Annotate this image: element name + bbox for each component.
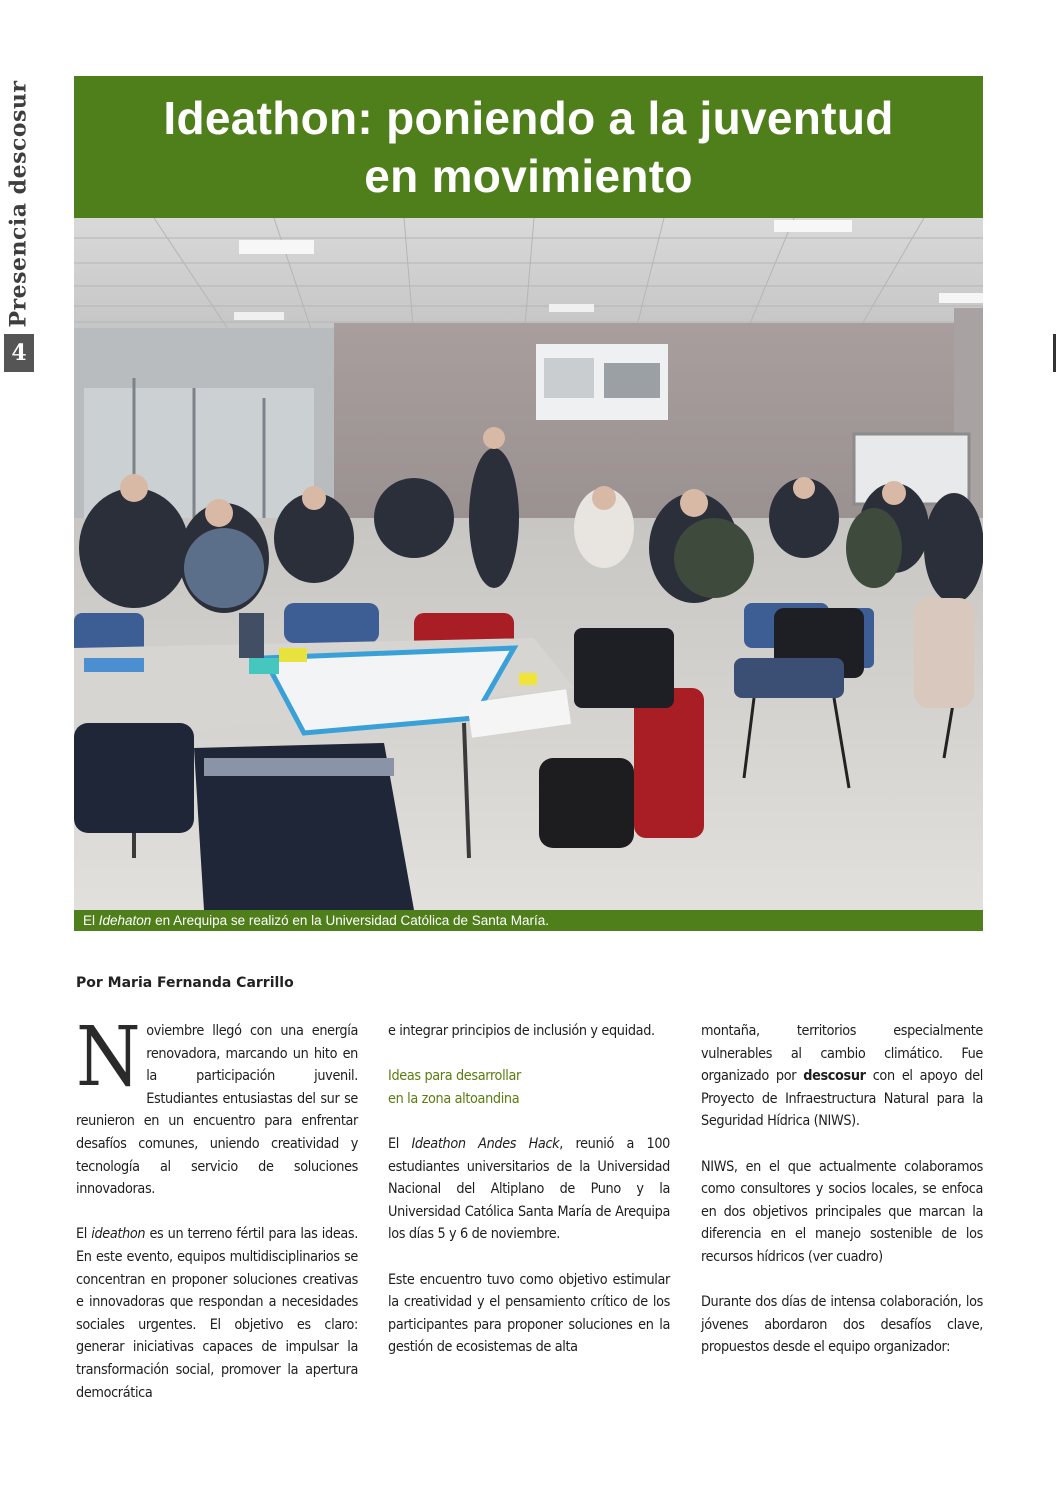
subheading: Ideas para desarrollar en la zona altoandina — [388, 1068, 521, 1107]
column-1 — [76, 1010, 358, 1427]
org-name: descosur — [803, 1068, 866, 1085]
drop-cap: N — [76, 1010, 141, 1105]
title-line-1: Ideathon: poniendo a la juventud — [163, 92, 894, 144]
paragraph: montaña, territorios especialmente vulnerables al cambio climático. Fue organizado por descosur con el apoyo del Proyecto de Infraestructura Natural para la Seguridad Hídrica (NIWS). — [701, 1023, 983, 1130]
paragraph: Durante dos días de intensa colaboración, los jóvenes abordaron dos desafíos clave, propuestos desde el equipo organizador: — [701, 1294, 983, 1356]
column-3 — [701, 1020, 983, 1382]
paragraph: El ideathon es un terreno fértil para las ideas. En este evento, equipos multidisciplinarios se concentran en proponer soluciones creativas e innovadoras que respondan a necesidades sociales urgentes. El objetivo es claro: generar iniciativas capaces de impulsar la transformación social, promover la apertura democrática — [76, 1226, 358, 1401]
paragraph: Noviembre llegó con una energía renovadora, marcando un hito en la participación juvenil. Estudiantes entusiastas del sur se reunieron en un encuentro para enfrentar desafíos comunes, uniendo creatividad y tecnología al servicio de soluciones innovadoras. — [76, 1010, 358, 1198]
title-banner — [74, 76, 983, 218]
column-2 — [388, 1020, 670, 1382]
page-title — [163, 89, 893, 205]
edge-mark — [1053, 334, 1056, 372]
paragraph: Este encuentro tuvo como objetivo estimular la creatividad y el pensamiento crítico de los participantes para proponer soluciones en la gestión de ecosistemas de alta — [388, 1271, 670, 1356]
byline: Por Maria Fernanda Carrillo — [76, 975, 294, 991]
title-line-2: en movimiento — [364, 150, 693, 202]
caption-emphasis: Idehaton — [98, 913, 152, 928]
section-label: Presencia descosur — [5, 80, 32, 328]
photo-caption: El Idehaton en Arequipa se realizó en la Universidad Católica de Santa María. — [74, 910, 983, 931]
paragraph: NIWS, en el que actualmente colaboramos como consultores y socios locales, se enfoca en dos objetivos principales que marcan la diferencia en el manejo sostenible de los recursos hídricos (ver cuadro) — [701, 1158, 983, 1265]
page-number: 4 — [4, 334, 34, 372]
paragraph: e integrar principios de inclusión y equidad. — [388, 1023, 655, 1039]
paragraph: El Ideathon Andes Hack, reunió a 100 estudiantes universitarios de la Universidad Nacional del Altiplano de Puno y la Universidad Católica Santa María de Arequipa los días 5 y 6 de noviembre. — [388, 1135, 671, 1243]
classroom-photo — [74, 218, 983, 910]
